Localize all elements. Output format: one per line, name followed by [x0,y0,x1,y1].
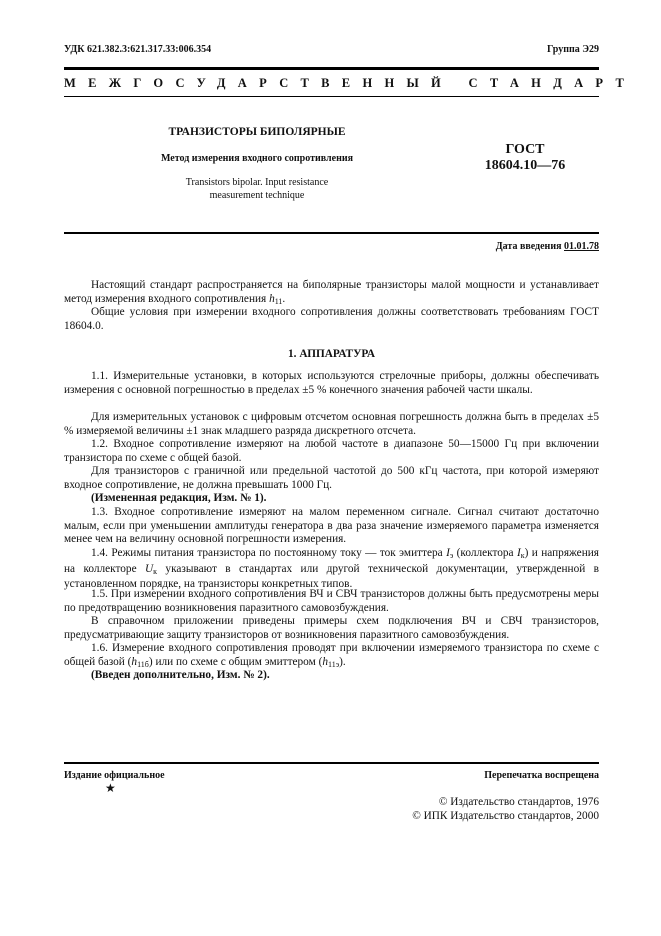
amendment-note-1: (Измененная редакция, Изм. № 1). [91,492,267,504]
clause-1-4: 1.4. Режимы питания транзистора по постоянному току — ток эмиттера $I_э$ (коллектора $I_к$) и напряжения на коллекторе $U_к$ указывают в стандартах или другой технической документации, утвержденной в установленном порядке, на транзисторы конкретных типов. [64,547,599,591]
clause-1-6: 1.6. Измерение входного сопротивления проводят при включении измеряемого транзистора по схеме с общей базой $(h_{11б})$ или по схеме с общим эмиттером $(h_{11э})$. [64,642,599,669]
intro-paragraph-2: Общие условия при измерении входного сопротивления должны соответствовать требованиям ГОСТ 18604.0. [64,306,599,332]
clause-1-2-frequency: Для транзисторов с граничной или предельной частотой до 500 кГц частота, при которой измеряют входное сопротивление, не должна превышать 1000 Гц. [64,465,599,491]
clause-1-1-digital: Для измерительных установок с цифровым отсчетом основная погрешность должна быть в пределах ±5 % измеряемой величины ±1 знак младшего разряда дискретного отсчета. [64,411,599,437]
english-title [62,177,452,202]
standard-banner: МЕЖГОСУДАРСТВЕННЫЙ СТАНДАРТ [64,76,637,90]
official-edition: Издание официальное [64,770,165,781]
group-code: Группа Э29 [547,44,599,55]
standard-title: ТРАНЗИСТОРЫ БИПОЛЯРНЫЕ [168,126,346,138]
clause-1-3: 1.3. Входное сопротивление измеряют на малом переменном сигнале. Сигнал считают достаточно малым, если при уменьшении амплитуды генератора в два раза значение измеряемого параметра изменяется менее чем на величину основной погрешности измерения. [64,506,599,546]
top-rule [64,67,599,70]
english-title-line-2: measurement technique [209,189,305,201]
intro-date-label: Дата введения [495,241,562,252]
gost-code: 18604.10—76 [484,158,566,173]
copyright-2000: © ИПК Издательство стандартов, 2000 [412,810,599,822]
intro-date [496,241,599,252]
title-rule [64,232,599,234]
star-icon: ★ [105,781,116,795]
gost-label: ГОСТ [505,142,545,157]
english-title-line-1: Transistors bipolar. Input resistance [185,177,329,188]
intro-paragraph-1: Настоящий стандарт распространяется на биполярные транзисторы малой мощности и устанавливает метод измерения входного сопротивления $h_{11}$. [64,279,599,306]
standard-subtitle: Метод измерения входного сопротивления [160,153,354,164]
gost-number [470,142,580,174]
section-heading: 1. АППАРАТУРА [288,348,375,360]
intro-date-value: 01.01.78 [564,241,599,252]
footer-rule [64,762,599,764]
udc-code: УДК 621.382.3:621.317.33:006.354 [64,44,212,55]
clause-1-1: 1.1. Измерительные установки, в которых используются стрелочные приборы, должны обеспечивать измерения с основной погрешностью в пределах ±5 % конечного значения рабочей части шкалы. [64,370,599,396]
clause-1-5-appendix: В справочном приложении приведены примеры схем подключения ВЧ и СВЧ транзисторов, предусматривающие защиту транзисторов от возникновения паразитного самовозбуждения. [64,615,599,641]
clause-1-5: 1.5. При измерении входного сопротивления ВЧ и СВЧ транзисторов должны быть предусмотрены меры по предотвращению возникновения паразитного самовозбуждения. [64,588,599,614]
amendment-note-2: (Введен дополнительно, Изм. № 2). [91,669,270,681]
clause-1-2: 1.2. Входное сопротивление измеряют на любой частоте в диапазоне 50—15000 Гц при включении транзистора по схеме с общей базой. [64,438,599,464]
reprint-notice: Перепечатка воспрещена [484,770,599,781]
copyright-1976: © Издательство стандартов, 1976 [438,796,599,808]
banner-rule [64,96,599,97]
